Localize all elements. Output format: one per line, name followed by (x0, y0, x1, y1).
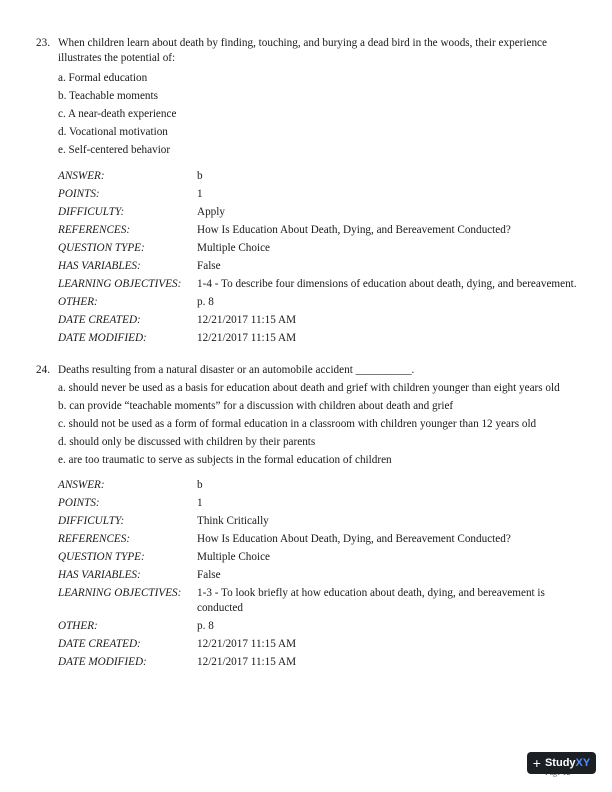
meta-learning-objectives: LEARNING OBJECTIVES: 1-4 - To describe four dimensions of education about death, dying, and bereavement. (58, 278, 577, 291)
meta-references: REFERENCES: How Is Education About Death, Dying, and Bereavement Conducted? (58, 224, 511, 237)
studyxy-badge[interactable] (527, 752, 596, 774)
meta-date-modified: DATE MODIFIED: 12/21/2017 11:15 AM (58, 332, 297, 345)
option-b: b. Teachable moments (58, 90, 158, 103)
meta-other: OTHER: p. 8 (58, 620, 214, 633)
brand-name: StudyXY (544, 756, 591, 769)
option-d: d. Vocational motivation (58, 126, 168, 139)
option-c: c. A near-death experience (58, 108, 177, 121)
meta-points: POINTS: 1 (58, 497, 203, 510)
meta-question-type: QUESTION TYPE: Multiple Choice (58, 242, 271, 255)
question-stem (36, 363, 582, 378)
meta-references: REFERENCES: How Is Education About Death, Dying, and Bereavement Conducted? (58, 533, 511, 546)
option-a: a. Formal education (58, 72, 148, 85)
option-e: e. are too traumatic to serve as subjects in the formal education of children (58, 454, 392, 467)
meta-date-created: DATE CREATED: 12/21/2017 11:15 AM (58, 638, 297, 651)
question-text: When children learn about death by finding, touching, and burying a dead bird in the woods, their experience illustrates the potential of: (58, 37, 547, 65)
question-number: 24. (36, 364, 50, 376)
option-a: a. should never be used as a basis for education about death and grief with children younger than eight years old (58, 382, 560, 395)
question-metadata (58, 477, 582, 672)
meta-has-variables: HAS VARIABLES: False (58, 260, 221, 273)
question-23 (36, 36, 582, 348)
meta-learning-objectives: LEARNING OBJECTIVES: 1-3 - To look briefly at how education about death, dying, and bereavement is conducted (58, 587, 545, 615)
meta-has-variables: HAS VARIABLES: False (58, 569, 221, 582)
meta-answer: ANSWER: b (58, 479, 203, 492)
option-e: e. Self-centered behavior (58, 144, 171, 157)
question-24 (36, 363, 582, 672)
meta-answer: ANSWER: b (58, 170, 203, 183)
answer-options (58, 69, 582, 159)
option-b: b. can provide “teachable moments” for a discussion with children about death and grief (58, 400, 454, 413)
meta-other: OTHER: p. 8 (58, 296, 214, 309)
question-text: Deaths resulting from a natural disaster or an automobile accident __________. (58, 364, 415, 376)
meta-date-created: DATE CREATED: 12/21/2017 11:15 AM (58, 314, 297, 327)
plus-icon: + (532, 755, 541, 771)
meta-difficulty: DIFFICULTY: Think Critically (58, 515, 269, 528)
meta-date-modified: DATE MODIFIED: 12/21/2017 11:15 AM (58, 656, 297, 669)
meta-question-type: QUESTION TYPE: Multiple Choice (58, 551, 271, 564)
meta-difficulty: DIFFICULTY: Apply (58, 206, 225, 219)
option-d: d. should only be discussed with children by their parents (58, 436, 316, 449)
question-metadata (58, 168, 582, 348)
answer-options (58, 379, 582, 469)
question-stem (36, 36, 582, 66)
question-number: 23. (36, 37, 50, 49)
option-c: c. should not be used as a form of formal education in a classroom with children younger than 12 years old (58, 418, 537, 431)
meta-points: POINTS: 1 (58, 188, 203, 201)
